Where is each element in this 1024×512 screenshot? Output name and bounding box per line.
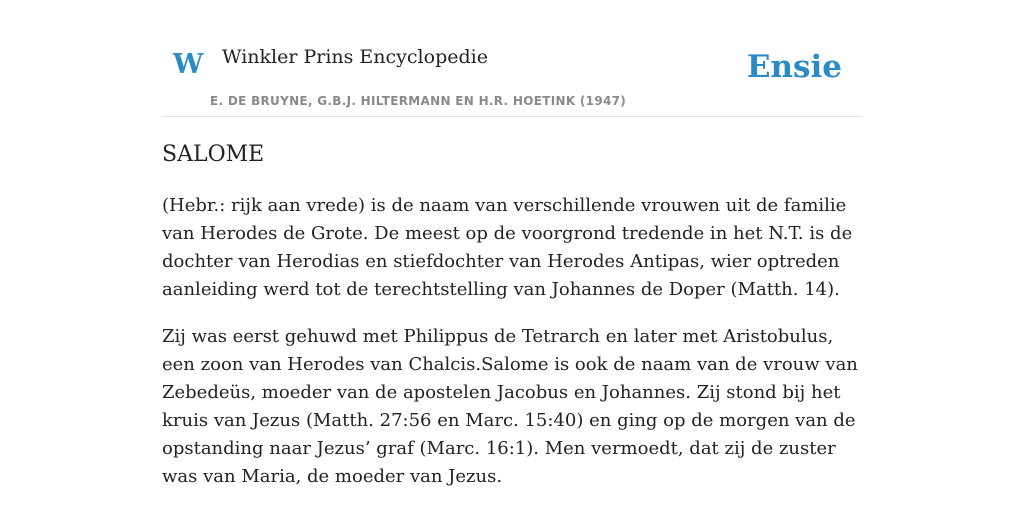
publication-title[interactable]: Winkler Prins Encyclopedie xyxy=(222,46,488,68)
article-paragraph: Zij was eerst gehuwd met Philippus de Tetrarch en later met Aristobulus, een zoon van Herodes van Chalcis.Salome is ook de naam van de vrouw van Zebedeüs, moeder van de apostelen Jacobus en Johannes. Zij stond bij het kruis van Jezus (Matth. 27:56 en Marc. 15:40) en ging op de morgen van de opstanding naar Jezus’ graf (Marc. 16:1). Men vermoedt, dat zij de zuster was van Maria, de moeder van Jezus. xyxy=(162,326,858,487)
header xyxy=(162,0,862,117)
ensie-logo[interactable]: Ensie xyxy=(746,49,842,85)
winkler-prins-logo[interactable]: W xyxy=(173,49,204,80)
article-body xyxy=(162,192,867,491)
article-paragraph: (Hebr.: rijk aan vrede) is de naam van verschillende vrouwen uit de familie van Herodes de Grote. De meest op de voorgrond tredende in het N.T. is de dochter van Herodias en stiefdochter van Herodes Antipas, wier optreden aanleiding werd tot de terechtstelling van Johannes de Doper (Matth. 14). xyxy=(162,195,853,300)
article xyxy=(162,136,867,510)
publication-authors: E. DE BRUYNE, G.B.J. HILTERMANN EN H.R. HOETINK (1947) xyxy=(210,94,627,108)
article-title: SALOME xyxy=(162,142,265,167)
